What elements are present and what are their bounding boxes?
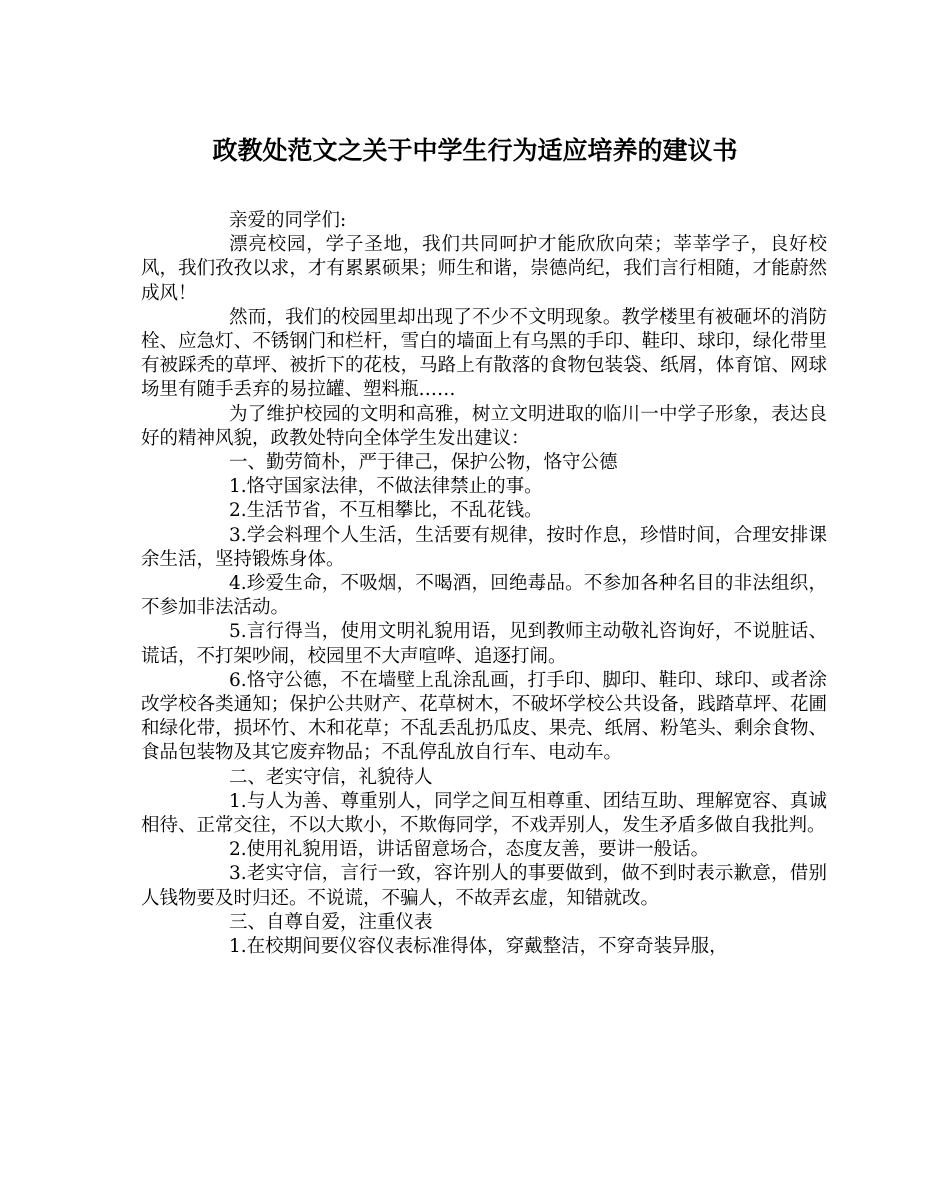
list-item: 2.使用礼貌用语，讲话留意场合，态度友善，要讲一般话。	[229, 839, 710, 861]
list-item: 5.言行得当，使用文明礼貌用语，见到教师主动敬礼咨询好，不说脏话、谎话，不打架吵闹，校园里不大声喧哗、追逐打闹。	[141, 621, 827, 667]
section-heading-1: 一、勤劳简朴，严于律己，保护公物，恪守公德	[229, 452, 618, 474]
section-heading-3: 三、自尊自爱，注重仪表	[229, 911, 433, 933]
list-item: 1.恪守国家法律，不做法律禁止的事。	[229, 476, 543, 498]
list-item: 3.学会料理个人生活，生活要有规律，按时作息，珍惜时间，合理安排课余生活，坚持锻炼身体。	[141, 524, 827, 570]
list-item: 2.生活节省，不互相攀比，不乱花钱。	[229, 500, 543, 522]
intro-paragraph: 漂亮校园，学子圣地，我们共同呵护才能欣欣向荣；莘莘学子，良好校风，我们孜孜以求，才有累累硕果；师生和谐，崇德尚纪，我们言行相随，才能蔚然成风！	[141, 234, 827, 304]
problem-paragraph: 然而，我们的校园里却出现了不少不文明现象。教学楼里有被砸坏的消防栓、应急灯、不锈钢门和栏杆，雪白的墙面上有乌黑的手印、鞋印、球印，绿化带里有被踩秃的草坪、被折下的花枝，马路上有散落的食物包装袋、纸屑，体育馆、网球场里有随手丢弃的易拉罐、塑料瓶……	[141, 306, 827, 401]
document-body	[141, 209, 827, 959]
list-item: 6.恪守公德，不在墙壁上乱涂乱画，打手印、脚印、鞋印、球印、或者涂改学校各类通知；保护公共财产、花草树木，不破坏学校公共设备，践踏草坪、花圃和绿化带，损坏竹、木和花草；不乱丢乱扔瓜皮、果壳、纸屑、粉笔头、剩余食物、食品包装物及其它废弃物品；不乱停乱放自行车、电动车。	[141, 669, 827, 764]
list-item: 4.珍爱生命，不吸烟，不喝酒，回绝毒品。不参加各种名目的非法组织，不参加非法活动。	[141, 573, 827, 619]
purpose-paragraph: 为了维护校园的文明和高雅，树立文明进取的临川一中学子形象，表达良好的精神风貌，政教处特向全体学生发出建议：	[141, 403, 827, 449]
list-item: 1.与人为善、尊重别人，同学之间互相尊重、团结互助、理解宽容、真诚相待、正常交往，不以大欺小，不欺侮同学，不戏弄别人，发生矛盾多做自我批判。	[141, 790, 827, 837]
section-heading-2: 二、老实守信，礼貌待人	[229, 766, 433, 788]
list-item: 1.在校期间要仪容仪表标准得体，穿戴整洁，不穿奇装异服，	[229, 936, 728, 958]
document-title: 政教处范文之关于中学生行为适应培养的建议书	[212, 136, 738, 165]
list-item: 3.老实守信，言行一致，容许别人的事要做到，做不到时表示歉意，借别人钱物要及时归还。不说谎，不骗人，不故弄玄虚，知错就改。	[141, 863, 827, 909]
greeting: 亲爱的同学们:	[229, 210, 347, 231]
